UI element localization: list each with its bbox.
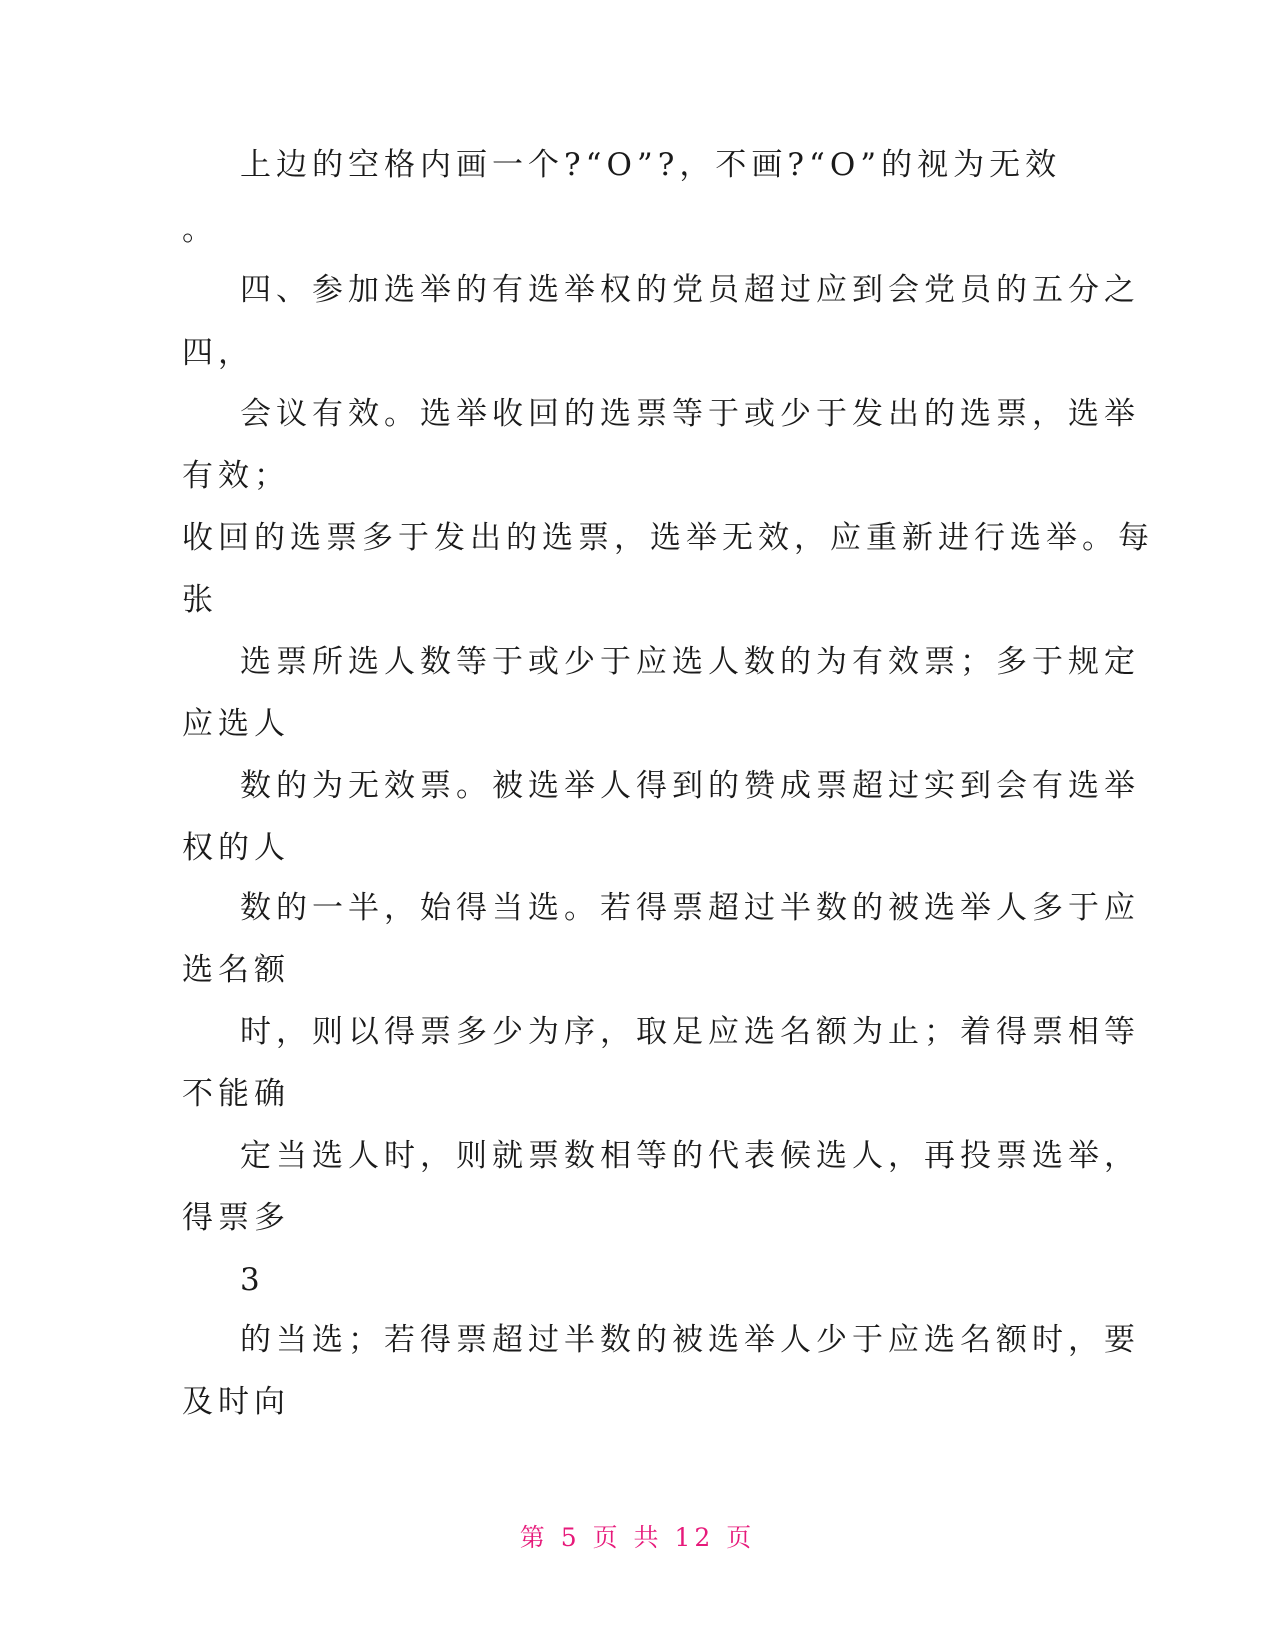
text-line: 选票所选人数等于或少于应选人数的为有效票；多于规定 [240, 644, 1140, 680]
text-line: 选名额 [182, 952, 290, 988]
page-footer: 第 5 页 共 12 页 [519, 1523, 756, 1552]
text-line: 应选人 [182, 706, 290, 742]
text-line: 数的一半，始得当选。若得票超过半数的被选举人多于应 [240, 890, 1140, 926]
text-line: 不能确 [182, 1076, 290, 1112]
text-line: 权的人 [182, 830, 290, 866]
text-line: 上边的空格内画一个?“O”?，不画?“O”的视为无效 [240, 147, 1062, 183]
text-line: 得票多 [182, 1200, 290, 1236]
text-line: 数的为无效票。被选举人得到的赞成票超过实到会有选举 [240, 768, 1140, 804]
text-line: 会议有效。选举收回的选票等于或少于发出的选票，选举 [240, 396, 1140, 432]
text-line: 有效； [182, 458, 290, 494]
text-line: 定当选人时，则就票数相等的代表候选人，再投票选举， [240, 1138, 1140, 1174]
text-line: 时，则以得票多少为序，取足应选名额为止；着得票相等 [240, 1014, 1140, 1050]
text-line: 的当选；若得票超过半数的被选举人少于应选名额时，要 [240, 1322, 1140, 1358]
text-line: 收回的选票多于发出的选票，选举无效，应重新进行选举。每 [182, 520, 1154, 556]
text-line: 。 [182, 212, 218, 248]
text-line: 四、参加选举的有选举权的党员超过应到会党员的五分之 [240, 272, 1140, 308]
page-number-marker: 3 [240, 1262, 265, 1298]
text-line: 及时向 [182, 1384, 290, 1420]
text-line: 四， [182, 335, 254, 371]
text-line: 张 [182, 582, 218, 618]
